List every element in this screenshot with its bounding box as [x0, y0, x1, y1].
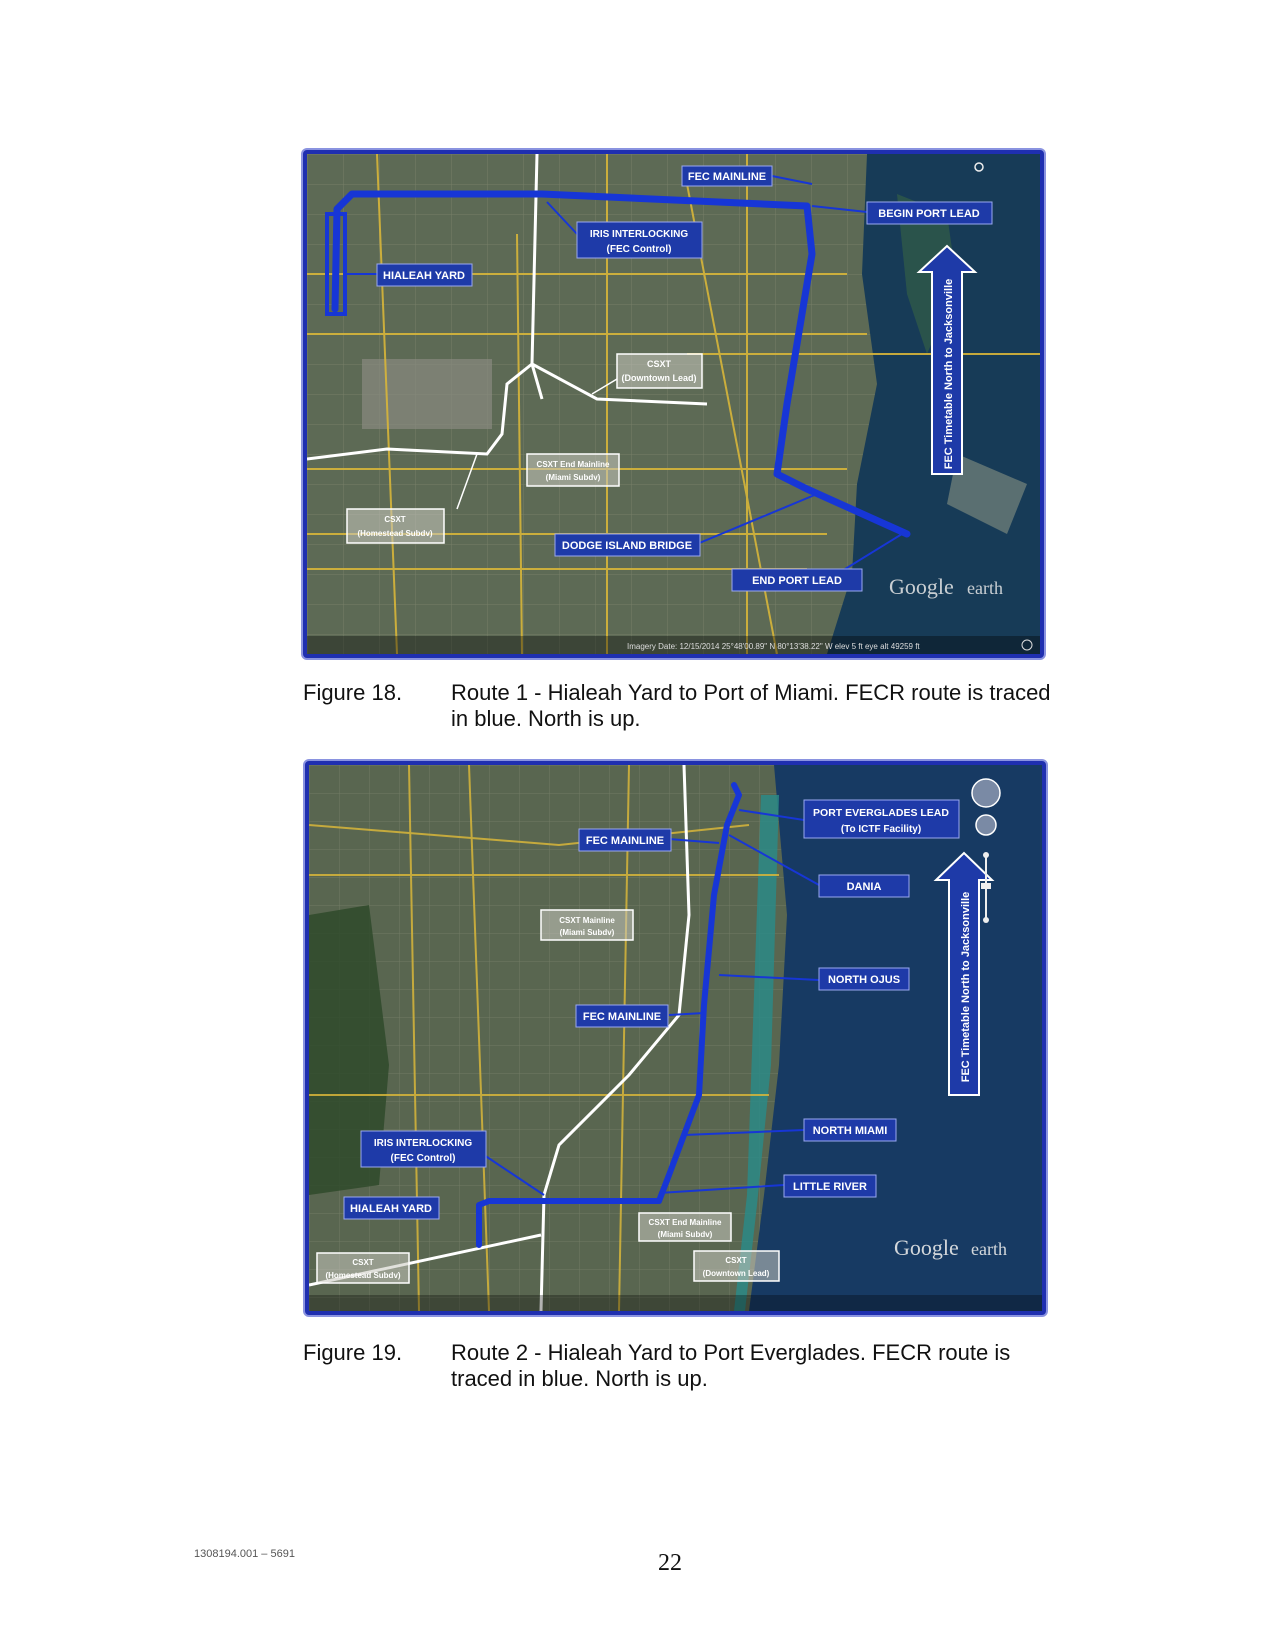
- svg-text:DANIA: DANIA: [846, 881, 882, 893]
- figure-18-map: [303, 150, 1044, 658]
- label-north-miami: [804, 1119, 896, 1141]
- label-hialeah-yard: [377, 264, 472, 286]
- svg-text:BEGIN PORT LEAD: BEGIN PORT LEAD: [878, 208, 980, 220]
- svg-text:CSXT End Mainline: CSXT End Mainline: [648, 1218, 722, 1227]
- google-earth-logo-word2: earth: [967, 578, 1003, 598]
- svg-text:DODGE ISLAND BRIDGE: DODGE ISLAND BRIDGE: [561, 540, 693, 552]
- svg-text:(Homestead Subdv): (Homestead Subdv): [325, 1271, 401, 1280]
- svg-text:(Downtown Lead): (Downtown Lead): [702, 1269, 770, 1278]
- figure-19-number: Figure 19.: [303, 1340, 403, 1365]
- svg-text:(Downtown Lead): (Downtown Lead): [621, 373, 697, 383]
- google-earth-logo-word2: earth: [971, 1239, 1007, 1259]
- label-csxt-homestead: [317, 1253, 409, 1283]
- label-iris-interlocking: [361, 1131, 486, 1167]
- label-csxt-downtown-lead: [617, 354, 702, 388]
- label-csxt-end-mainline: [527, 454, 619, 486]
- label-fec-mainline: [682, 166, 772, 186]
- svg-text:HIALEAH YARD: HIALEAH YARD: [383, 270, 465, 282]
- svg-text:FEC Timetable North to Jackson: FEC Timetable North to Jacksonville: [943, 278, 955, 470]
- svg-text:(Miami Subdv): (Miami Subdv): [657, 1230, 713, 1239]
- document-id: 1308194.001 – 5691: [194, 1548, 295, 1560]
- figure-18-number: Figure 18.: [303, 680, 403, 705]
- page-number: 22: [658, 1550, 682, 1576]
- label-dodge-island-bridge: [555, 534, 700, 556]
- figure-19-caption-text: Route 2 - Hialeah Yard to Port Everglades. FECR route is traced in blue. North is up.: [451, 1340, 1011, 1391]
- svg-text:PORT EVERGLADES LEAD: PORT EVERGLADES LEAD: [813, 807, 949, 819]
- label-dania: [819, 875, 909, 897]
- label-iris-interlocking: [577, 222, 702, 258]
- zoom-handle[interactable]: [981, 883, 991, 889]
- svg-text:(Homestead Subdv): (Homestead Subdv): [357, 529, 433, 538]
- label-begin-port-lead: [867, 202, 992, 224]
- label-csxt-downtown-lead: [694, 1251, 779, 1281]
- svg-text:(FEC Control): (FEC Control): [390, 1153, 456, 1164]
- airport: [362, 359, 492, 429]
- label-north-ojus: [819, 968, 909, 990]
- label-csxt-mainline: [541, 910, 633, 940]
- svg-text:CSXT End Mainline: CSXT End Mainline: [536, 460, 610, 469]
- svg-text:(Miami Subdv): (Miami Subdv): [559, 928, 615, 937]
- svg-text:FEC MAINLINE: FEC MAINLINE: [582, 1011, 662, 1023]
- label-fec-mainline-top: [579, 829, 671, 851]
- look-around-icon[interactable]: [972, 779, 1000, 807]
- svg-text:END PORT LEAD: END PORT LEAD: [752, 575, 842, 587]
- figure-18-caption-text: Route 1 - Hialeah Yard to Port of Miami. FECR route is traced in blue. North is up.: [451, 680, 1051, 731]
- svg-text:IRIS INTERLOCKING: IRIS INTERLOCKING: [373, 1138, 473, 1149]
- figure-19-map-svg: [309, 765, 1042, 1311]
- label-fec-mainline-mid: [576, 1005, 668, 1027]
- svg-text:NORTH OJUS: NORTH OJUS: [827, 974, 901, 986]
- svg-text:CSXT: CSXT: [646, 359, 672, 369]
- svg-text:CSXT: CSXT: [352, 1258, 374, 1267]
- svg-text:(FEC Control): (FEC Control): [606, 244, 672, 255]
- svg-text:CSXT: CSXT: [725, 1256, 747, 1265]
- svg-text:FEC Timetable North to Jackson: FEC Timetable North to Jacksonville: [960, 891, 972, 1083]
- svg-text:NORTH MIAMI: NORTH MIAMI: [812, 1125, 888, 1137]
- label-end-port-lead: [732, 569, 862, 591]
- zoom-in-icon[interactable]: [983, 852, 989, 858]
- svg-text:FEC MAINLINE: FEC MAINLINE: [585, 835, 665, 847]
- status-bar: Imagery Date: 12/15/2014 25°48'00.89" N 80°13'38.22" W elev 5 ft eye alt 49259 ft: [627, 642, 920, 651]
- zoom-out-icon[interactable]: [983, 917, 989, 923]
- google-earth-logo-word1: Google: [894, 1235, 959, 1260]
- svg-text:FEC MAINLINE: FEC MAINLINE: [687, 171, 767, 183]
- svg-text:HIALEAH YARD: HIALEAH YARD: [350, 1203, 432, 1215]
- label-hialeah-yard: [344, 1197, 439, 1219]
- svg-text:(Miami Subdv): (Miami Subdv): [545, 473, 601, 482]
- label-csxt-homestead: [347, 509, 444, 543]
- svg-text:LITTLE RIVER: LITTLE RIVER: [793, 1181, 867, 1193]
- pan-control-icon[interactable]: [976, 815, 996, 835]
- svg-text:CSXT: CSXT: [384, 515, 406, 524]
- svg-text:CSXT Mainline: CSXT Mainline: [559, 916, 615, 925]
- svg-text:(To ICTF Facility): (To ICTF Facility): [840, 824, 922, 835]
- svg-text:IRIS INTERLOCKING: IRIS INTERLOCKING: [589, 229, 689, 240]
- google-earth-logo-word1: Google: [889, 574, 954, 599]
- label-csxt-end-mainline: [639, 1213, 731, 1241]
- ocean-area: [749, 765, 1042, 1311]
- label-little-river: [784, 1175, 876, 1197]
- figure-19-map: [305, 761, 1046, 1315]
- label-port-everglades-lead: [804, 800, 959, 838]
- figure-18-map-svg: [307, 154, 1040, 654]
